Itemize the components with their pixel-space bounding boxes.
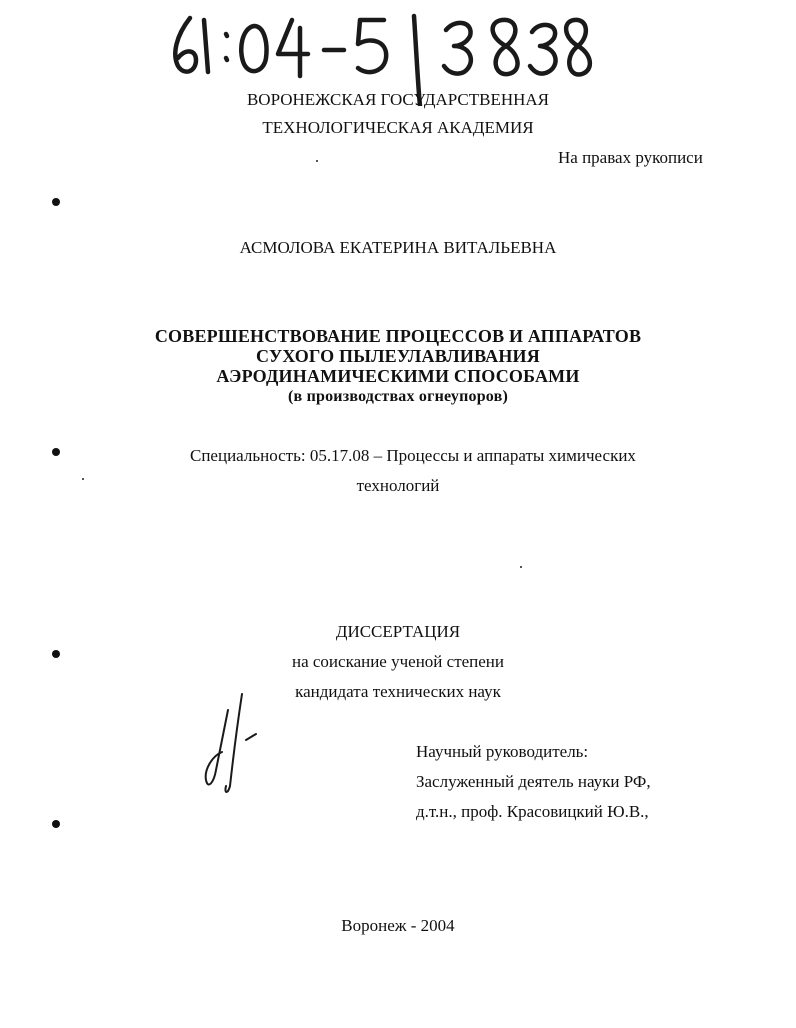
title-line-2: СУХОГО ПЫЛЕУЛАВЛИВАНИЯ — [256, 346, 540, 366]
supervisor-label: Научный руководитель: — [416, 742, 589, 761]
supervisor-line-1: Заслуженный деятель науки РФ, — [416, 772, 651, 791]
place-year: Воронеж - 2004 — [341, 916, 455, 935]
dissertation-line-1: на соискание ученой степени — [291, 652, 505, 671]
rights-note: На правах рукописи — [558, 148, 703, 167]
binding-hole-mark — [52, 650, 60, 658]
institution-line-2: ТЕХНОЛОГИЧЕСКАЯ АКАДЕМИЯ — [262, 118, 534, 137]
title-line-1: СОВЕРШЕНСТВОВАНИЕ ПРОЦЕССОВ И АППАРАТОВ — [154, 326, 642, 346]
scan-speck — [82, 478, 84, 480]
specialty-line-2: технологий — [356, 476, 440, 495]
supervisor-line-2: д.т.н., проф. Красовицкий Ю.В., — [416, 802, 649, 821]
specialty-line-1: Специальность: 05.17.08 – Процессы и аппараты химических — [190, 446, 636, 465]
dissertation-line-2: кандидата технических наук — [295, 682, 501, 701]
scan-speck — [316, 160, 318, 162]
title-line-3: АЭРОДИНАМИЧЕСКИМИ СПОСОБАМИ — [216, 366, 580, 386]
binding-hole-mark — [52, 198, 60, 206]
institution-line-1: ВОРОНЕЖСКАЯ ГОСУДАРСТВЕННАЯ — [246, 90, 550, 109]
binding-hole-mark — [52, 820, 60, 828]
signature — [198, 690, 268, 800]
scan-speck — [520, 566, 522, 568]
binding-hole-mark — [52, 448, 60, 456]
dissertation-heading: ДИССЕРТАЦИЯ — [335, 622, 461, 641]
title-subtitle: (в производствах огнеупоров) — [288, 388, 508, 405]
author-name: АСМОЛОВА ЕКАТЕРИНА ВИТАЛЬЕВНА — [239, 238, 557, 257]
